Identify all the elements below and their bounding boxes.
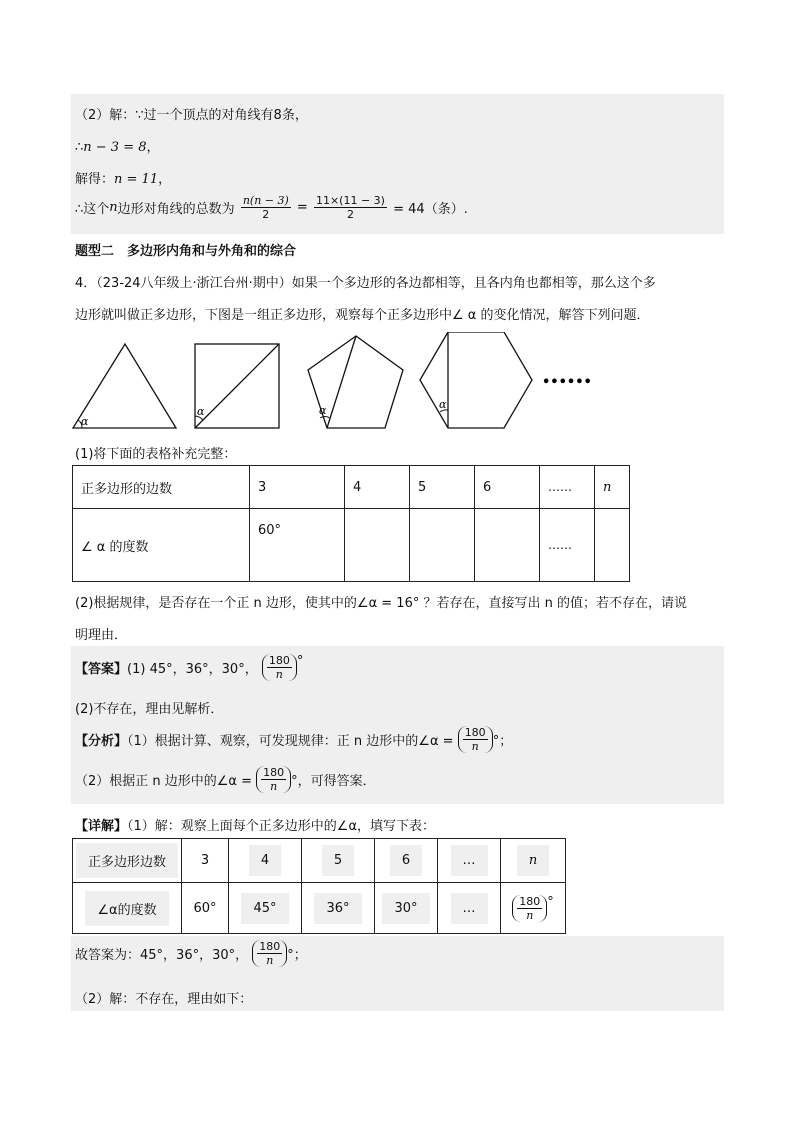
table1-cell: 60° xyxy=(250,509,345,582)
table1-cell xyxy=(345,509,410,582)
problem-line-1: 4．（23-24八年级上·浙江台州·期中）如果一个多边形的各边都相等，且各内角也都相等，那么这个多 xyxy=(75,276,656,291)
analysis-line-2: （2）根据正 n 边形中的∠α = $\frac{180}{n}$ °，可得答案． xyxy=(75,766,376,793)
table1-header-sides: 正多边形的边数 xyxy=(73,466,250,509)
solution-line-3: 解得：n = 11， xyxy=(75,172,172,187)
alpha-label-hexagon: α xyxy=(439,398,447,411)
table2-cell: 30° xyxy=(375,883,438,934)
table2-cell: 5 xyxy=(302,839,375,883)
analysis-line-1: 【分析】（1）根据计算、观察，可发现规律：正 n 边形中的∠α = $\frac{180}{n}$ °； xyxy=(75,726,513,753)
alpha-label-pentagon: α xyxy=(319,404,327,417)
table2-cell: 60° xyxy=(182,883,229,934)
ellipsis-dots: •••••• xyxy=(542,375,592,390)
question-1: (1)将下面的表格补充完整： xyxy=(75,447,237,462)
table2-cell-fraction: $\frac{180}{n}$ ° xyxy=(501,883,566,934)
polygon-figures xyxy=(68,332,608,432)
pentagon-figure xyxy=(308,336,403,428)
conclusion-fraction: $\frac{180}{n}$ xyxy=(252,940,287,967)
detail-line-1: 【详解】（1）解：观察上面每个正多边形中的∠α，填写下表： xyxy=(75,819,436,834)
triangle-figure xyxy=(73,344,176,428)
solution-line-2: ∴n − 3 = 8， xyxy=(75,140,160,155)
table1-cell: 5 xyxy=(410,466,475,509)
table2-cell: 4 xyxy=(229,839,302,883)
table2-cell: 36° xyxy=(302,883,375,934)
table2-header-angle: ∠α的度数 xyxy=(73,883,182,934)
table1-cell: n xyxy=(595,466,630,509)
section-title: 题型二 多边形内角和与外角和的综合 xyxy=(75,244,297,259)
question-2-line-1: (2)根据规律，是否存在一个正 n 边形，使其中的∠α = 16° ？若存在，直接写出 n 的值；若不存在，请说 xyxy=(75,596,687,611)
table2-cell: … xyxy=(438,883,501,934)
square-figure xyxy=(195,344,279,428)
answer-fraction: $\frac{180}{n}$ xyxy=(262,654,297,681)
alpha-label-square: α xyxy=(197,405,205,418)
answer-line-1: 【答案】(1) 45°，36°，30°， $\frac{180}{n}$ ° xyxy=(75,654,304,681)
fraction-diagonals-formula: $\frac{n(n - 3)}{2}$ xyxy=(242,194,289,221)
table2-header-sides: 正多边形边数 xyxy=(73,839,182,883)
table2-cell: … xyxy=(438,839,501,883)
solution-line-1: （2）解：∵过一个顶点的对角线有8条， xyxy=(75,108,308,123)
analysis-fraction-1: $\frac{180}{n}$ xyxy=(458,726,493,753)
table1-cell xyxy=(475,509,540,582)
table2-cell: 3 xyxy=(182,839,229,883)
table1-cell: 6 xyxy=(475,466,540,509)
answer-table xyxy=(72,838,566,934)
fraction-diagonals-value: $\frac{11\times(11 - 3)}{2}$ xyxy=(315,194,385,221)
table2-cell: 45° xyxy=(229,883,302,934)
blank-table xyxy=(72,465,630,582)
answer-line-2: (2)不存在，理由见解析． xyxy=(75,702,224,717)
table1-cell: 4 xyxy=(345,466,410,509)
table1-cell: …… xyxy=(540,466,595,509)
table1-cell xyxy=(410,509,475,582)
table1-header-angle: ∠ α 的度数 xyxy=(73,509,250,582)
table1-cell xyxy=(595,509,630,582)
table2-cell: 6 xyxy=(375,839,438,883)
solution-line-4: ∴这个n边形对角线的总数为 $\frac{n(n - 3)}{2}$ = $\frac{11\times(11 - 3)}{2}$ = 44（条）. xyxy=(75,194,468,221)
problem-line-2: 边形就叫做正多边形，下图是一组正多边形，观察每个正多边形中∠ α 的变化情况，解答下列问题． xyxy=(75,308,650,323)
table1-cell: 3 xyxy=(250,466,345,509)
hexagon-figure xyxy=(420,332,532,428)
detail-part-2: （2）解：不存在，理由如下： xyxy=(75,992,253,1007)
table2-cell: n xyxy=(501,839,566,883)
table1-cell: …… xyxy=(540,509,595,582)
question-2-line-2: 明理由． xyxy=(75,628,128,643)
analysis-fraction-2: $\frac{180}{n}$ xyxy=(256,766,291,793)
conclusion-line: 故答案为：45°，36°，30°， $\frac{180}{n}$ °； xyxy=(75,940,307,967)
alpha-label-triangle: α xyxy=(81,415,89,428)
